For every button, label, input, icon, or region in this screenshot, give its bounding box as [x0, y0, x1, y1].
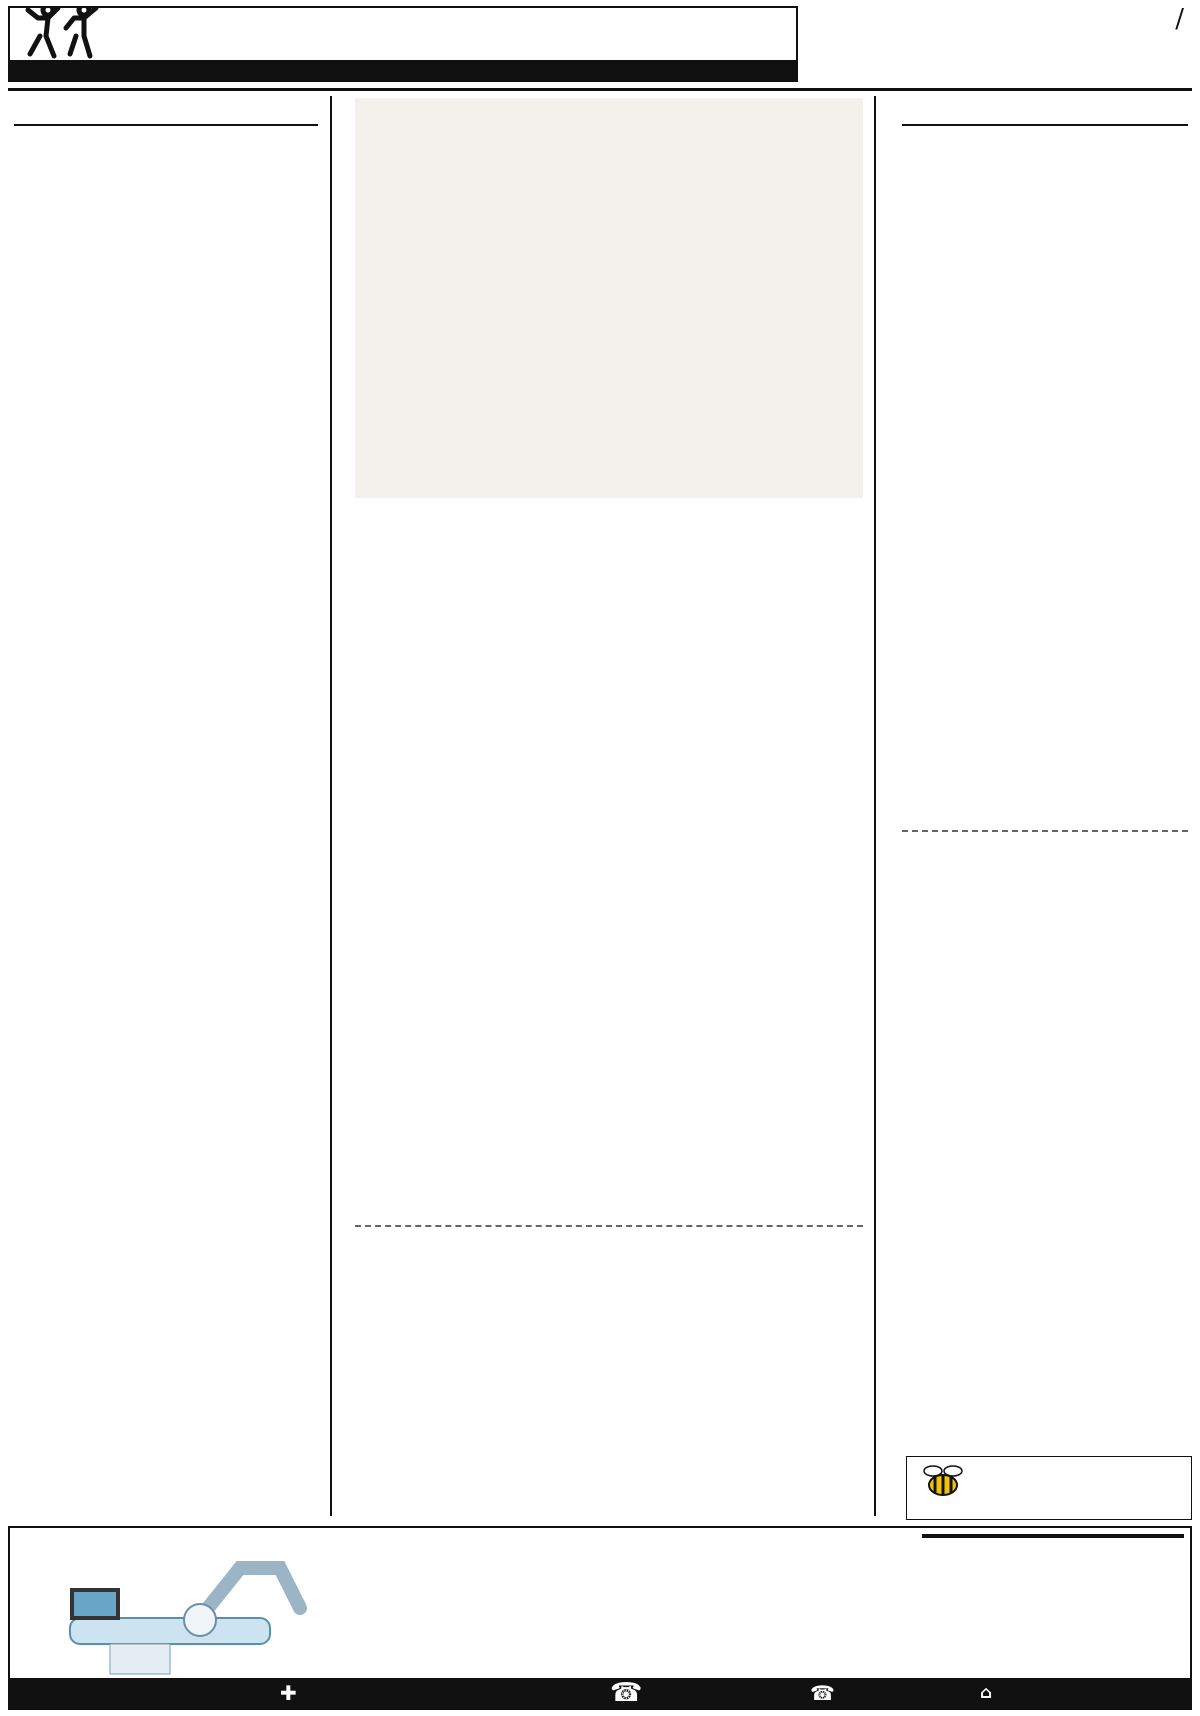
article-bath-col2 [614, 1300, 863, 1520]
ad-footer [10, 1678, 1190, 1708]
dashed-divider [902, 830, 1188, 832]
hotline-number: ☎ [610, 1678, 643, 1708]
consult-number: ☎ [810, 1681, 835, 1705]
ktv-ad-address [10, 60, 796, 80]
article-dragon-col2 [614, 546, 863, 1186]
honey-brand-box [906, 1456, 1192, 1520]
dancer-icon [56, 6, 102, 60]
sachets-illustration [355, 98, 863, 498]
hospital-address: ⌂ [980, 1683, 993, 1703]
column-divider [874, 96, 876, 1516]
article-teeth [902, 120, 1188, 810]
article-herbal-tea [14, 120, 318, 1520]
hospital-name: ✚ [280, 1681, 297, 1705]
article-honey [902, 846, 1188, 1446]
header-rule [8, 88, 1192, 91]
article-dragon-col1 [355, 546, 603, 1186]
column-divider [330, 96, 332, 1516]
dashed-divider [355, 1225, 863, 1227]
bee-logo-icon [913, 1461, 973, 1517]
title-rule [902, 124, 1188, 126]
masthead: / [1175, 4, 1184, 34]
ad-promise-box [922, 1534, 1184, 1538]
hospital-ad [8, 1526, 1192, 1710]
title-rule [14, 124, 318, 126]
sachets-photo [355, 98, 863, 498]
lithotripter-machine-icon [50, 1548, 320, 1678]
article-bath-col1 [355, 1300, 603, 1520]
promise-title [922, 1534, 1184, 1538]
ktv-ad-banner [8, 6, 798, 82]
